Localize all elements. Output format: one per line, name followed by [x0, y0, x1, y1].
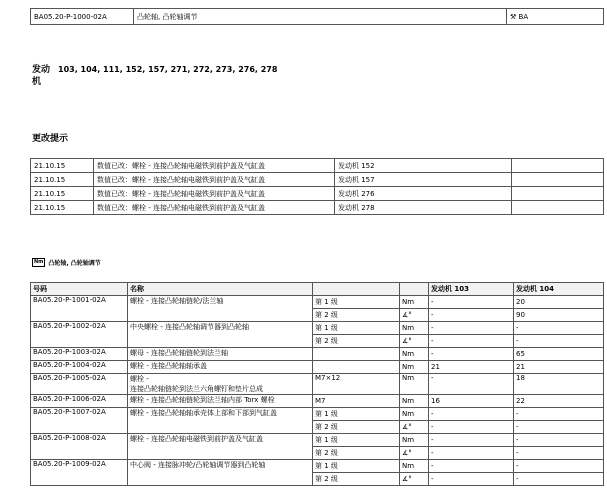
stage-cell: 第 2 级	[313, 309, 400, 322]
part-name-line: 螺母 - 连接凸轮轴链轮到法兰轴	[130, 349, 228, 357]
part-name	[128, 460, 313, 486]
change-desc: 数值已改：螺栓 - 连接凸轮轴电磁铁到前护盖及气缸盖	[94, 201, 335, 215]
part-code: BA05.20-P-1007-02A	[31, 408, 128, 434]
engine-a-value: -	[429, 309, 514, 322]
part-code: BA05.20-P-1003-02A	[31, 348, 128, 361]
unit-cell: Nm	[400, 460, 429, 473]
engine-b-value: 20	[514, 296, 604, 309]
engine-a-value: -	[429, 473, 514, 486]
stage-cell: M7	[313, 395, 400, 408]
unit-cell: ∡°	[400, 473, 429, 486]
part-name-line: 螺栓 - 连接凸轮轴链轮到法兰轴内部 Torx 螺栓	[130, 396, 275, 404]
engine-b-value: -	[514, 473, 604, 486]
engine-a-value: -	[429, 434, 514, 447]
engine-a-value: -	[429, 408, 514, 421]
changes-title: 更改提示	[32, 134, 69, 144]
engine-a-value: -	[429, 421, 514, 434]
stage-cell: 第 1 级	[313, 408, 400, 421]
change-engine: 发动机 276	[335, 187, 512, 201]
change-date: 21.10.15	[31, 187, 94, 201]
unit-cell: ∡°	[400, 447, 429, 460]
part-code: BA05.20-P-1008-02A	[31, 434, 128, 460]
engine-b-value: 22	[514, 395, 604, 408]
engine-a-value: -	[429, 335, 514, 348]
engine-a-value: -	[429, 348, 514, 361]
table-row	[31, 408, 604, 421]
wrench-icon: ⚒	[510, 12, 517, 21]
engine-b-value: -	[514, 421, 604, 434]
table-row	[31, 460, 604, 473]
engine-b-value: 90	[514, 309, 604, 322]
engine-b-value: 18	[514, 374, 604, 395]
stage-cell: 第 1 级	[313, 460, 400, 473]
change-extra	[512, 173, 604, 187]
engine-b-value: -	[514, 447, 604, 460]
unit-cell: ∡°	[400, 335, 429, 348]
col-engine-a: 发动机 103	[429, 283, 514, 296]
change-engine: 发动机 278	[335, 201, 512, 215]
part-code: BA05.20-P-1005-02A	[31, 374, 128, 395]
part-name-line: 螺栓 - 连接凸轮轴电磁铁到前护盖及气缸盖	[130, 435, 263, 443]
engine-list: 103, 104, 111, 152, 157, 271, 272, 273, 276, 278	[58, 65, 278, 74]
stage-cell: 第 1 级	[313, 322, 400, 335]
stage-cell	[313, 361, 400, 374]
change-desc: 数值已改：螺栓 - 连接凸轮轴电磁铁到前护盖及气缸盖	[94, 159, 335, 173]
part-name-line: 中央螺栓 - 连接凸轮轴调节器到凸轮轴	[130, 323, 249, 331]
unit-cell: Nm	[400, 348, 429, 361]
unit-cell: Nm	[400, 434, 429, 447]
change-extra	[512, 201, 604, 215]
table-row	[31, 296, 604, 309]
torque-section-title	[32, 258, 101, 267]
stage-cell: 第 2 级	[313, 335, 400, 348]
engine-a-value: 16	[429, 395, 514, 408]
part-code: BA05.20-P-1001-02A	[31, 296, 128, 322]
change-date: 21.10.15	[31, 159, 94, 173]
table-row	[31, 348, 604, 361]
part-name	[128, 374, 313, 395]
stage-cell: 第 2 级	[313, 447, 400, 460]
part-name-line: 螺栓 - 连接凸轮轴链轮/法兰轴	[130, 297, 224, 305]
part-name-line: 螺栓 - 连接凸轮轴轴承壳体上部和下部到气缸盖	[130, 409, 277, 417]
doc-id: BA05.20-P-1000-02A	[31, 9, 134, 25]
changes-table	[30, 158, 604, 215]
col-name: 名称	[128, 283, 313, 296]
engine-a-value: 21	[429, 361, 514, 374]
change-row	[31, 159, 604, 173]
engine-a-value: -	[429, 296, 514, 309]
stage-cell: M7×12	[313, 374, 400, 395]
stage-cell: 第 2 级	[313, 421, 400, 434]
part-name	[128, 408, 313, 434]
change-extra	[512, 187, 604, 201]
stage-cell: 第 1 级	[313, 296, 400, 309]
engine-b-value: -	[514, 408, 604, 421]
change-row	[31, 187, 604, 201]
stage-cell: 第 2 级	[313, 473, 400, 486]
change-engine: 发动机 157	[335, 173, 512, 187]
change-row	[31, 201, 604, 215]
table-row	[31, 361, 604, 374]
part-name-line: 螺栓 -	[130, 375, 149, 383]
engine-b-value: -	[514, 335, 604, 348]
stage-cell	[313, 348, 400, 361]
badge-label: BA	[518, 12, 529, 21]
col-unit	[400, 283, 429, 296]
part-code: BA05.20-P-1009-02A	[31, 460, 128, 486]
part-name	[128, 361, 313, 374]
part-code: BA05.20-P-1004-02A	[31, 361, 128, 374]
col-code: 号码	[31, 283, 128, 296]
part-name-line: 螺栓 - 连接凸轮轴轴承盖	[130, 362, 207, 370]
unit-cell: Nm	[400, 408, 429, 421]
engine-label: 发动机	[32, 65, 51, 87]
col-stage	[313, 283, 400, 296]
table-row	[31, 395, 604, 408]
unit-cell: ∡°	[400, 421, 429, 434]
change-desc: 数值已改：螺栓 - 连接凸轮轴电磁铁到前护盖及气缸盖	[94, 173, 335, 187]
part-name	[128, 434, 313, 460]
change-date: 21.10.15	[31, 173, 94, 187]
part-name	[128, 348, 313, 361]
col-engine-b: 发动机 104	[514, 283, 604, 296]
part-name-line-2: 连接凸轮轴链轮到法兰六角螺钉和垫片总成	[130, 385, 263, 393]
engine-a-value: -	[429, 460, 514, 473]
table-header-row	[31, 283, 604, 296]
unit-cell: Nm	[400, 395, 429, 408]
part-name	[128, 395, 313, 408]
part-code: BA05.20-P-1002-02A	[31, 322, 128, 348]
unit-cell: Nm	[400, 361, 429, 374]
engine-b-value: 21	[514, 361, 604, 374]
engine-b-value: 65	[514, 348, 604, 361]
nm-icon: Nm	[34, 259, 44, 265]
engine-b-value: -	[514, 460, 604, 473]
doc-badge	[507, 9, 604, 25]
engine-a-value: -	[429, 322, 514, 335]
table-row	[31, 434, 604, 447]
engine-b-value: -	[514, 434, 604, 447]
engine-a-value: -	[429, 374, 514, 395]
doc-title: 凸轮轴, 凸轮轴调节	[134, 9, 507, 25]
part-code: BA05.20-P-1006-02A	[31, 395, 128, 408]
torque-spec-table	[30, 282, 604, 486]
change-row	[31, 173, 604, 187]
unit-cell: Nm	[400, 296, 429, 309]
unit-cell: Nm	[400, 374, 429, 395]
change-extra	[512, 159, 604, 173]
change-engine: 发动机 152	[335, 159, 512, 173]
table-row	[31, 374, 604, 395]
part-name-line: 中心阀 - 连接脉冲轮/凸轮轴调节器到凸轮轴	[130, 461, 266, 469]
change-date: 21.10.15	[31, 201, 94, 215]
part-name	[128, 322, 313, 348]
part-name	[128, 296, 313, 322]
engine-b-value: -	[514, 322, 604, 335]
table-row	[31, 322, 604, 335]
unit-cell: Nm	[400, 322, 429, 335]
document-header	[30, 8, 604, 25]
torque-section-label: 凸轮轴, 凸轮轴调节	[48, 260, 101, 267]
unit-cell: ∡°	[400, 309, 429, 322]
engine-a-value: -	[429, 447, 514, 460]
stage-cell: 第 1 级	[313, 434, 400, 447]
change-desc: 数值已改：螺栓 - 连接凸轮轴电磁铁到前护盖及气缸盖	[94, 187, 335, 201]
